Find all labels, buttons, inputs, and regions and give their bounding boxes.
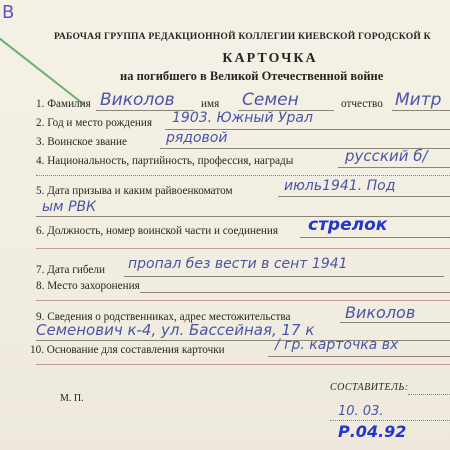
- draft-label: 5. Дата призыва и каким райвоенкоматом: [36, 185, 233, 197]
- relatives-address: Семенович к-4, ул. Бассейная, 17 к: [36, 321, 315, 339]
- draft-value: июль1941. Под: [284, 178, 396, 194]
- compiled-date: 10. 03.: [338, 404, 384, 419]
- basis-value: / гр. карточка вх: [275, 337, 399, 353]
- rank-label: 3. Воинское звание: [36, 136, 128, 148]
- nationality-label: 4. Национальность, партийность, профессия, награды: [36, 155, 294, 167]
- death-date-value: пропал без вести в сент 1941: [128, 256, 348, 272]
- card-title: КАРТОЧКА: [222, 51, 318, 66]
- death-date-label: 7. Дата гибели: [36, 264, 105, 276]
- surname-value: Виколов: [100, 90, 175, 110]
- card-header: РАБОЧАЯ ГРУППА РЕДАКЦИОННОЙ КОЛЛЕГИИ КИЕВСКОЙ ГОРОДСКОЙ К: [54, 31, 431, 42]
- first-name-value: Семен: [242, 90, 299, 110]
- patronymic-value: Митр: [395, 90, 442, 110]
- position-value: стрелок: [308, 215, 388, 235]
- stamp-place-label: М. П.: [60, 393, 84, 404]
- burial-label: 8. Место захоронения: [36, 280, 140, 292]
- basis-label: 10. Основание для составления карточки: [30, 344, 225, 356]
- compiler-label: СОСТАВИТЕЛЬ:: [330, 382, 409, 393]
- first-name-label: имя: [201, 98, 220, 110]
- draft-value-cont: ым РВК: [42, 199, 97, 215]
- patronymic-label: отчество: [341, 98, 383, 110]
- card-subtitle: на погибшего в Великой Отечественной войне: [120, 69, 384, 83]
- nationality-value: русский б/: [345, 147, 428, 165]
- birth-value: 1903. Южный Урал: [172, 110, 313, 126]
- birth-label: 2. Год и место рождения: [36, 117, 153, 129]
- position-label: 6. Должность, номер воинской части и соединения: [36, 225, 279, 237]
- relatives-label: 9. Сведения о родственниках, адрес местожительства: [36, 311, 291, 323]
- received-date: Р.04.92: [338, 422, 407, 441]
- corner-mark: B: [2, 2, 15, 23]
- surname-label: 1. Фамилия: [36, 98, 91, 110]
- rank-value: рядовой: [166, 130, 228, 146]
- relatives-value: Виколов: [345, 303, 416, 322]
